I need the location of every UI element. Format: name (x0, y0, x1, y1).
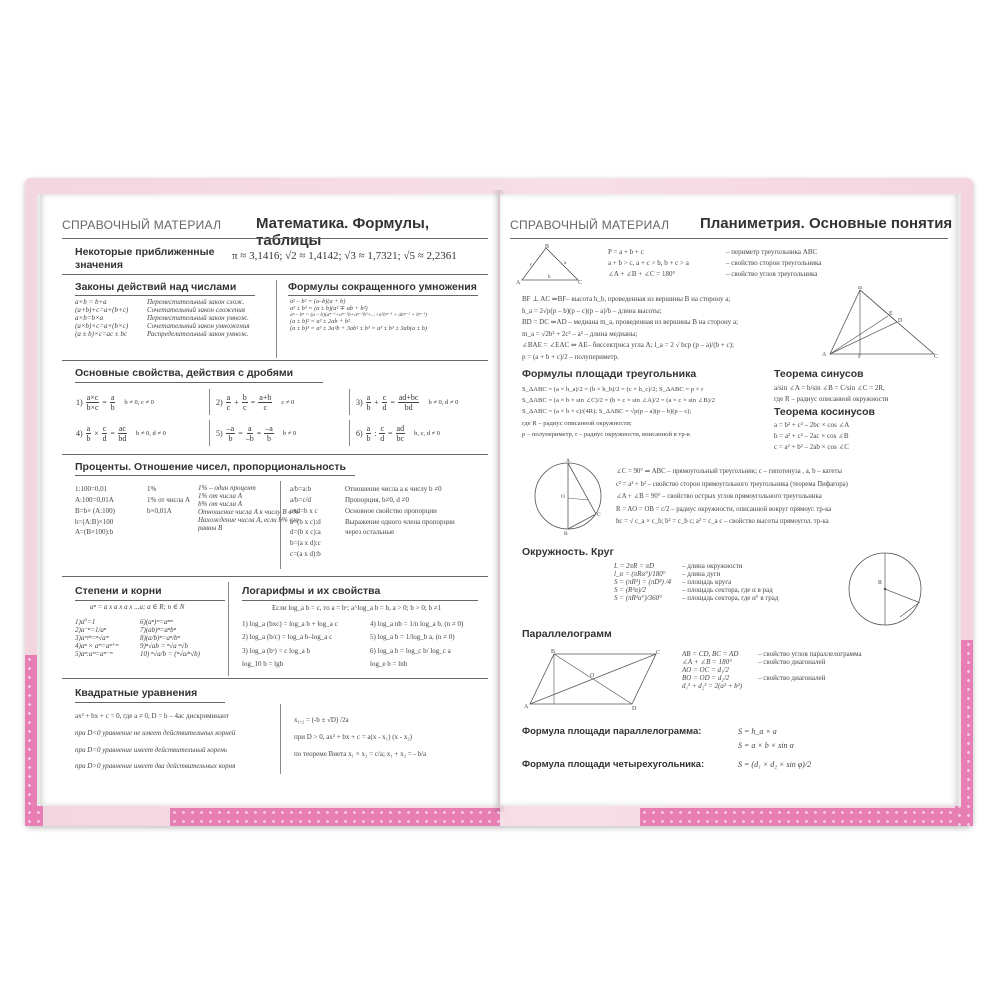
fraction: $\frac{ad}{bc}$ (396, 423, 405, 443)
fraction-operator: + (234, 397, 239, 407)
svg-text:D: D (632, 706, 637, 710)
short-mult-title: Формулы сокращенного умножения (288, 281, 477, 293)
cover-pattern-bottom-right (640, 808, 960, 826)
cosine-theorem-list (774, 420, 849, 453)
powers-right (140, 618, 200, 658)
right-header-tag: СПРАВОЧНЫЙ МАТЕРИАЛ (510, 218, 670, 232)
percent-cell: b=(A:B)×100 (75, 517, 114, 526)
power-rule: 1)a⁰=1 (75, 618, 96, 626)
fraction-rule (214, 389, 350, 415)
log-rule: 3) log_a (bᶜ) = c log_a b (242, 646, 310, 655)
sine-theorem-title: Теорема синусов (774, 368, 864, 380)
fraction-condition: b ≠ 0, d ≠ 0 (428, 398, 459, 406)
triangle-line: BD = DC ⇒AD – медиана m_a, проведенная из вершины B на сторону a; (522, 318, 739, 327)
right-triangle-row: ∠C = 90° ⇒ ABC – прямоугольный треугольник; c – гипотенуза , a, b – катеты (616, 468, 842, 475)
quadratic-row: по теореме Виета x₁ × x₂ = c/a; x₁ + x₂ = - b/a (294, 749, 427, 758)
triangle-line: BF ⊥ AC ⇒BF– высота h_b, проведенная из вершины B на сторону a; (522, 295, 731, 303)
fraction-condition: b ≠ 0 (282, 429, 297, 437)
powers-def: aⁿ = a x a x a x ...a; a ∈ R; n ∈ N (90, 603, 185, 611)
area-triangle-row: p – полупериметр, r – радиус окружности, вписанной в тр-к (522, 430, 691, 438)
quadratic-left (75, 708, 235, 775)
quadratic-right (294, 712, 426, 762)
fraction: $\frac{a\times c}{b\times c}$ (86, 392, 99, 412)
area-triangle-row: S_ΔABC = (a × b × c)/(4R); S_ΔABC = √p(p – a)(p – b)(p – c); (522, 408, 692, 416)
fraction-operator: × (94, 428, 99, 438)
approx-title-1: Некоторые приближенные (75, 246, 215, 258)
logs-def: Если log_a b = c, то a = bᶜ; a^log_a b = b, a > 0; b > 0; b ≠1 (272, 604, 442, 612)
fraction-number: 4) (76, 428, 83, 438)
triangle-line: p = (a + b + c)/2 – полупериметр. (522, 352, 619, 361)
quadratic-row: ax² + bx + c = 0, где a ≠ 0, D = b – 4ac дискриминант (75, 712, 229, 720)
svg-text:B: B (551, 649, 556, 655)
fraction: $\frac{ac}{bd}$ (118, 423, 127, 443)
percent-cell: a/b=a:b (290, 485, 312, 493)
power-rule: 6)(aⁿ)ᵐ=aⁿᵐ (140, 618, 173, 626)
svg-text:R: R (878, 580, 883, 586)
parallelogram-row: BO = OD = d₂/2 – свойство диагоналей (682, 674, 826, 682)
approx-formula: π ≈ 3,1416; √2 ≈ 1,4142; √3 ≈ 1,7321; √5 ≈ 2,2361 (232, 250, 457, 262)
short-mult-row: a³ ± b³ = (a ± b)(a² ∓ ab + b²) (290, 305, 368, 312)
circle-row: S = (πR²α°)/360° – площадь сектора, где α° в град (614, 594, 779, 602)
log-rule: 1) log_a (bxc) = log_a b + log_a c (242, 620, 338, 628)
triangle-figure (516, 244, 586, 286)
fraction-condition: b ≠ 0, d ≠ 0 (135, 429, 166, 437)
fraction-operator: : (374, 428, 377, 438)
svg-text:B: B (564, 531, 568, 536)
svg-text:C: C (578, 280, 583, 286)
circle-figure (842, 546, 928, 632)
fraction-equals: = (110, 428, 115, 438)
percent-col-1 (75, 484, 115, 538)
svg-text:C: C (934, 354, 939, 358)
percent-cell: axd=b x c (290, 506, 318, 515)
svg-text:c: c (530, 263, 533, 268)
fraction: $\frac{c}{d}$ (380, 423, 385, 443)
short-mult-row: aⁿ – bⁿ = (a – b)(aⁿ⁻¹+aⁿ⁻²b+aⁿ⁻³b²+...+a²bⁿ⁻³ + abⁿ⁻² + bⁿ⁻¹) (290, 312, 427, 318)
parallelogram-row: ∠A + ∠B = 180° – свойство диагоналей (682, 658, 826, 666)
svg-text:D: D (898, 318, 903, 324)
fraction: $\frac{a}{c}$ (226, 392, 231, 412)
percent-cell: 1% от числа A (198, 492, 242, 500)
quadratic-title: Квадратные уравнения (75, 687, 198, 699)
percent-cell: a=(b x c):d (290, 517, 321, 526)
triangle-lines (522, 294, 738, 363)
fraction: $\frac{a+b}{c}$ (259, 392, 272, 412)
right-triangle-list (616, 466, 848, 529)
fraction-rule (214, 420, 350, 446)
short-mult-list (290, 298, 427, 332)
percent-cell: Отношение числа A к числу B в % (198, 508, 299, 516)
short-mult-row: a² – b² = (a–b)(a + b) (290, 298, 346, 305)
fraction: $\frac{a}{b}$ (366, 392, 371, 412)
fraction-rule (74, 389, 210, 415)
fraction-number: 2) (216, 397, 223, 407)
circle-title: Окружность. Круг (522, 546, 614, 558)
cosine-row: b = a² + c² – 2ac × cos ∠B (774, 431, 849, 440)
left-page (40, 194, 498, 806)
percent-cell: d=(b x c):a (290, 528, 321, 537)
laws-list (75, 298, 250, 338)
fraction-number: 6) (356, 428, 363, 438)
area-triangle-row: S_ΔABC = (a × b × sin ∠C)/2 = (b × c × sin ∠A)/2 = (a × c × sin ∠B)/2 (522, 397, 715, 405)
right-triangle-row: c² = a² + b² – свойство сторон прямоугольного треугольника (теорема Пифагора) (616, 480, 848, 488)
fraction-rule (354, 420, 490, 446)
circle-list (614, 562, 778, 602)
law-row: (a×b)×c=a×(b×c) Сочетательный закон умножения (75, 322, 250, 330)
fraction: $\frac{-a}{b}$ (226, 423, 235, 443)
fraction-equals: = (256, 428, 262, 438)
svg-text:A: A (516, 280, 521, 286)
fraction: $\frac{a}{b}$ (110, 392, 115, 412)
percent-col-2 (147, 484, 190, 517)
fraction: $\frac{ad+bc}{bd}$ (398, 392, 419, 412)
left-header-tag: СПРАВОЧНЫЙ МАТЕРИАЛ (62, 218, 222, 232)
parallelogram-row: d₁² + d₂² = 2(a² + b²) (682, 682, 743, 690)
svg-text:A: A (524, 704, 529, 710)
fraction: $\frac{a}{-b}$ (245, 423, 254, 443)
circle-row: l_α = (πRα°)/180° – длина дуги (614, 570, 721, 578)
svg-text:E: E (889, 311, 893, 317)
sine-theorem-list (774, 383, 889, 405)
fraction-condition: b, c, d ≠ 0 (414, 429, 441, 437)
sine-row: a/sin ∠A = b/sin ∠B = C/sin ∠C = 2R, (774, 384, 885, 392)
fraction: $\frac{a}{b}$ (366, 423, 371, 443)
triangle-basic (608, 247, 821, 280)
logs-left (242, 618, 338, 671)
triangle-line: h_a = 2√p(p – b)(p – c)(p – a)/b – длина высоты; (522, 306, 662, 315)
svg-text:O: O (561, 494, 565, 500)
fraction-operator: = (238, 428, 243, 438)
fraction-operator: + (374, 397, 379, 407)
law-row: (a+b)+c=a+(b+c) Сочетательный закон сложения (75, 306, 246, 314)
fraction-operator: = (102, 397, 107, 407)
percent-cell: Пропорция, b≠0, d ≠0 (345, 495, 409, 504)
right-header-title: Планиметрия. Основные понятия (700, 215, 953, 232)
power-rule: 7)(ab)ⁿ=aⁿbⁿ (140, 626, 176, 634)
parallelogram-row: AB = CD, BC = AD – свойство углов параллелограмма (682, 650, 862, 658)
svg-text:A: A (566, 458, 570, 464)
log-rule: 4) log_a nb = 1/n log_a b, (n ≠ 0) (370, 620, 464, 628)
fraction: $\frac{-a}{b}$ (265, 423, 273, 443)
quadratic-row: при D<0 уравнение не имеет действительных корней (75, 728, 236, 737)
log-rule: log_10 b = lgb (242, 659, 284, 668)
percent-cell: Выражение одного члена пропорции (345, 517, 455, 526)
svg-text:B: B (545, 244, 550, 250)
cosine-theorem-title: Теорема косинусов (774, 406, 875, 418)
svg-text:a: a (564, 261, 567, 266)
area-triangle-title: Формулы площади треугольника (522, 368, 697, 380)
power-rule: 10) ⁿ√a/b = (ⁿ√a/ⁿ√b) (140, 650, 200, 658)
triangle-row: a + b > c, a + c > b, b + c > a – свойство сторон треугольника (608, 258, 822, 267)
percent-cell: b×0,01A (147, 506, 172, 515)
log-rule: 6) log_a b = log_c b/ log_c a (370, 646, 451, 655)
fraction-condition: b ≠ 0, c ≠ 0 (124, 398, 154, 406)
quadratic-row: при D>0 уравнение имеет два действительных корня (75, 762, 236, 771)
fraction: $\frac{c}{d}$ (102, 423, 107, 443)
percent-cell: Отношение числа a к числу b ≠0 (345, 485, 442, 493)
quadratic-row: при D=0 уравнение имеет действительный корень (75, 745, 228, 754)
law-row: a+b = b+a Переместительный закон слож. (75, 298, 245, 306)
triangle-line: ∠BAE = ∠EAC ⇒ AE– биссектриса угла A; l_a = 2 √ bcp (p – a)/(b + c); (522, 341, 734, 350)
cosine-row: c = a² + b² – 2ab × cos ∠C (774, 442, 849, 451)
fractions-title: Основные свойства, действия с дробями (75, 367, 294, 379)
percent-cell: через остальные (345, 528, 395, 537)
percent-cell: a/b=c/d (290, 495, 312, 504)
area-triangle-row: S_ΔABC = (a × h_a)/2 = (b × h_b)/2 = (c × h_c)/2; S_ΔABC = p × r (522, 386, 704, 393)
fraction-rule (354, 389, 490, 415)
fraction-number: 1) (76, 397, 83, 407)
percent-cell: Основное свойство пропорции (345, 506, 437, 515)
area-quad-title: Формула площади четырехугольника: (522, 759, 705, 770)
svg-text:b: b (548, 275, 551, 280)
powers-left (75, 618, 118, 658)
fraction-number: 3) (356, 397, 363, 407)
svg-text:O: O (590, 673, 595, 679)
cover-pattern-bottom (170, 808, 500, 826)
right-triangle-row: ∠A + ∠B = 90° – свойство острых углов прямоугольного треугольника (616, 493, 822, 501)
fraction: $\frac{b}{c}$ (242, 392, 247, 412)
law-row: a×b=b×a Переместительный закон умнож. (75, 314, 249, 322)
fraction-equals: = (250, 397, 256, 407)
power-rule: 9)ⁿ√ab = ⁿ√a ⁿ√b (140, 642, 188, 650)
fraction: $\frac{c}{d}$ (382, 392, 387, 412)
circle-row: S = (R²α)/2 – площадь сектора, где α в рад (614, 586, 773, 594)
cosine-row: a = b² + c² – 2bc × cos ∠A (774, 421, 850, 429)
logs-title: Логарифмы и их свойства (242, 585, 381, 597)
fraction-equals: = (388, 428, 393, 438)
triangle-line: m_a = √2b² + 2c² – a² – длина медианы; (522, 329, 638, 338)
percent-cell: 1:100=0,01 (75, 485, 108, 493)
area-quad-formula: S = (d₁ × d₂ × sin φ)/2 (738, 760, 812, 769)
parallelogram-title: Параллелограмм (522, 628, 612, 640)
fraction-number: 5) (216, 428, 223, 438)
right-triangle-circle-figure (528, 456, 608, 536)
log-rule: 5) log_a b = 1/log_b a, (n ≠ 0) (370, 633, 455, 642)
quadratic-row: x₁,₂ = (-b ± √D) /2a (294, 716, 349, 724)
fraction: $\frac{a}{b}$ (86, 423, 91, 443)
fraction-equals: = (390, 397, 395, 407)
percent-cell: 1% – один процент (198, 484, 256, 492)
short-mult-row: (a ± b)² = a² ± 2ab + b² (290, 318, 350, 325)
fraction-condition: c ≠ 0 (281, 398, 295, 406)
left-header-title: Математика. Формулы, таблицы (256, 215, 429, 249)
percent-cell: A:100=0,01A (75, 495, 114, 504)
percent-cell: A=(B×100):b (75, 528, 114, 537)
percent-cell: равны B (198, 524, 223, 532)
percent-col-5 (345, 484, 455, 538)
percent-title: Проценты. Отношение чисел, пропорциональность (75, 461, 346, 473)
percent-col-4 (290, 484, 321, 560)
area-parallelogram-formula-1: S = h_a × a (738, 727, 777, 736)
logs-right (370, 618, 463, 671)
quadratic-row: при D > 0, ax² + bx + c = a(x - x₁) (x - x₂) (294, 732, 413, 741)
fraction-rule (74, 420, 210, 446)
right-page (500, 194, 958, 806)
power-rule: 8)(a/b)ⁿ=aⁿ/bⁿ (140, 634, 180, 642)
circle-row: L = 2πR = πD – длина окружности (614, 562, 743, 570)
svg-text:F: F (858, 354, 862, 358)
power-rule: 4)aⁿ × aᵐ=aⁿ⁺ᵐ (75, 642, 119, 650)
laws-title: Законы действий над числами (75, 281, 237, 293)
percent-cell: c=(a x d):b (290, 550, 321, 559)
svg-text:C: C (597, 512, 601, 518)
area-triangle-list (522, 384, 715, 440)
percent-col-3 (198, 484, 299, 532)
sine-row: где R – радиус описанной окружности (774, 394, 889, 403)
svg-text:A: A (822, 352, 827, 358)
svg-text:C: C (656, 650, 661, 656)
svg-text:B: B (858, 286, 863, 291)
parallelogram-figure (524, 648, 664, 710)
power-rule: 2)a⁻ⁿ=1/aⁿ (75, 626, 107, 634)
log-rule: 2) log_a (b/c) = log_a b–log_a c (242, 633, 333, 642)
percent-cell: 1% (147, 485, 157, 493)
parallelogram-list (682, 650, 862, 690)
area-parallelogram-formula-2: S = a × b × sin α (738, 741, 794, 750)
area-triangle-row: где R – радиус описанной окружности; (522, 419, 632, 427)
percent-cell: b% от числа A (198, 500, 242, 508)
power-rule: 5)aⁿ:aᵐ=aⁿ⁻ᵐ (75, 650, 113, 658)
short-mult-row: (a ± b)³ = a³ ± 3a²b + 3ab² ± b³ = a³ ± b³ ± 3ab(a ± b) (290, 325, 427, 332)
law-row: (a ± b)×c=ac ± bc Распределительный закон умнож. (75, 330, 249, 338)
log-rule: log_e b = lnb (370, 659, 408, 668)
powers-title: Степени и корни (75, 585, 162, 597)
area-parallelogram-title: Формула площади параллелограмма: (522, 726, 702, 737)
right-triangle-row: R = AO = OB = c/2 – радиус окружности, описанной вокруг прямоуг. тр-ка (616, 505, 832, 513)
triangle-row: P = a + b + c – периметр треугольника ABC (608, 248, 818, 256)
triangle-row: ∠A + ∠B + ∠C = 180° – свойство углов треугольника (608, 269, 818, 278)
approx-title-2: значения (75, 259, 123, 271)
power-rule: 3)aᵐ/ⁿ=ⁿ√aᵐ (75, 634, 109, 642)
circle-row: S = (πR²) = (πD²) /4 – площадь круга (614, 578, 732, 586)
percent-cell: b=(a x d):c (290, 539, 321, 548)
triangle-heights-figure (822, 286, 940, 358)
right-triangle-row: hc = √ c_a × c_b; b² = c_b c; a² = c_a c – свойство высоты прямоугол. тр-ка (616, 518, 829, 526)
parallelogram-row: AO = OC = d₁/2 (682, 666, 729, 674)
percent-cell: 1% от числа A (147, 495, 191, 504)
percent-cell: Нахождение числа A, если b% его (198, 516, 299, 524)
percent-cell: B=b× (A:100) (75, 506, 115, 515)
